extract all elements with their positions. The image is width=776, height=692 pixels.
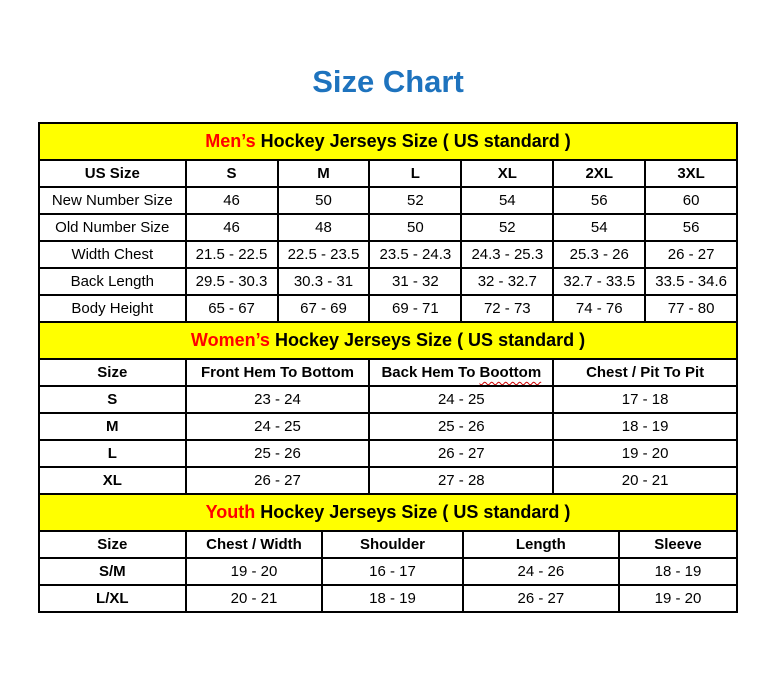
table-row: [39, 440, 737, 467]
size-cell: 23 - 24: [186, 386, 370, 413]
youth-header-row: [39, 531, 737, 558]
mens-col-header-l: L: [369, 160, 461, 187]
size-cell: 30.3 - 31: [278, 268, 370, 295]
table-row: [39, 386, 737, 413]
size-cell: 24 - 25: [369, 386, 553, 413]
mens-col-header-us-size: US Size: [39, 160, 186, 187]
womens-col-header-front-hem: Front Hem To Bottom: [186, 359, 370, 386]
table-row: [39, 558, 737, 585]
size-cell: 32.7 - 33.5: [553, 268, 645, 295]
size-cell: 52: [461, 214, 553, 241]
size-cell: 29.5 - 30.3: [186, 268, 278, 295]
size-cell: 60: [645, 187, 737, 214]
size-cell: 24 - 26: [463, 558, 619, 585]
size-cell: 16 - 17: [322, 558, 462, 585]
size-cell: 26 - 27: [369, 440, 553, 467]
size-cell: 20 - 21: [553, 467, 737, 494]
mens-banner-text: Hockey Jerseys Size ( US standard ): [255, 131, 571, 151]
size-cell: 69 - 71: [369, 295, 461, 322]
womens-section-banner: [39, 322, 737, 359]
table-row: [39, 467, 737, 494]
size-cell: 46: [186, 187, 278, 214]
table-row: [39, 214, 737, 241]
womens-header-row: [39, 359, 737, 386]
womens-col-header-size: Size: [39, 359, 186, 386]
womens-banner-text: Hockey Jerseys Size ( US standard ): [269, 330, 586, 350]
table-row: [39, 241, 737, 268]
youth-size-table: [38, 493, 738, 613]
youth-banner-row: [39, 494, 737, 531]
mens-banner-row: [39, 123, 737, 160]
row-label: S/M: [39, 558, 186, 585]
size-cell: 26 - 27: [645, 241, 737, 268]
mens-banner-highlight: Men’s: [205, 131, 256, 151]
table-row: [39, 295, 737, 322]
youth-col-header-shoulder: Shoulder: [322, 531, 462, 558]
youth-section-banner: [39, 494, 737, 531]
size-cell: 67 - 69: [278, 295, 370, 322]
size-cell: 50: [278, 187, 370, 214]
womens-banner-highlight: Women’s: [190, 330, 270, 350]
youth-col-header-sleeve: Sleeve: [619, 531, 737, 558]
size-cell: 77 - 80: [645, 295, 737, 322]
size-cell: 20 - 21: [186, 585, 323, 612]
size-cell: 50: [369, 214, 461, 241]
row-label: XL: [39, 467, 186, 494]
mens-section-banner: [39, 123, 737, 160]
size-cell: 33.5 - 34.6: [645, 268, 737, 295]
size-cell: 56: [645, 214, 737, 241]
back-hem-misspelled-word: Boottom: [479, 364, 542, 381]
womens-size-table: [38, 321, 738, 495]
size-cell: 25.3 - 26: [553, 241, 645, 268]
size-cell: 56: [553, 187, 645, 214]
womens-col-header-chest: Chest / Pit To Pit: [553, 359, 737, 386]
size-cell: 74 - 76: [553, 295, 645, 322]
size-cell: 24.3 - 25.3: [461, 241, 553, 268]
size-cell: 46: [186, 214, 278, 241]
back-hem-prefix: Back Hem To: [381, 364, 480, 381]
row-label: L/XL: [39, 585, 186, 612]
mens-size-table: [38, 122, 738, 323]
size-cell: 25 - 26: [369, 413, 553, 440]
mens-header-row: [39, 160, 737, 187]
mens-col-header-s: S: [186, 160, 278, 187]
youth-col-header-length: Length: [463, 531, 619, 558]
size-cell: 48: [278, 214, 370, 241]
size-cell: 19 - 20: [553, 440, 737, 467]
size-cell: 23.5 - 24.3: [369, 241, 461, 268]
size-cell: 21.5 - 22.5: [186, 241, 278, 268]
mens-col-header-2xl: 2XL: [553, 160, 645, 187]
youth-col-header-size: Size: [39, 531, 186, 558]
table-row: [39, 585, 737, 612]
row-label: Body Height: [39, 295, 186, 322]
row-label: Back Length: [39, 268, 186, 295]
youth-banner-highlight: Youth: [205, 502, 256, 522]
size-cell: 72 - 73: [461, 295, 553, 322]
size-cell: 17 - 18: [553, 386, 737, 413]
size-cell: 18 - 19: [553, 413, 737, 440]
womens-banner-row: [39, 322, 737, 359]
row-label: Width Chest: [39, 241, 186, 268]
size-cell: 24 - 25: [186, 413, 370, 440]
row-label: S: [39, 386, 186, 413]
table-row: [39, 268, 737, 295]
size-cell: 52: [369, 187, 461, 214]
size-cell: 65 - 67: [186, 295, 278, 322]
size-chart: [38, 122, 738, 613]
mens-col-header-m: M: [278, 160, 370, 187]
table-row: [39, 413, 737, 440]
mens-col-header-xl: XL: [461, 160, 553, 187]
womens-col-header-back-hem: [369, 359, 553, 386]
youth-banner-text: Hockey Jerseys Size ( US standard ): [255, 502, 571, 522]
size-cell: 26 - 27: [186, 467, 370, 494]
row-label: L: [39, 440, 186, 467]
size-cell: 54: [553, 214, 645, 241]
size-cell: 18 - 19: [619, 558, 737, 585]
size-cell: 26 - 27: [463, 585, 619, 612]
size-cell: 25 - 26: [186, 440, 370, 467]
size-cell: 22.5 - 23.5: [278, 241, 370, 268]
youth-col-header-chest-width: Chest / Width: [186, 531, 323, 558]
size-cell: 54: [461, 187, 553, 214]
mens-col-header-3xl: 3XL: [645, 160, 737, 187]
table-row: [39, 187, 737, 214]
size-cell: 19 - 20: [619, 585, 737, 612]
size-cell: 19 - 20: [186, 558, 323, 585]
size-cell: 27 - 28: [369, 467, 553, 494]
row-label: New Number Size: [39, 187, 186, 214]
size-cell: 31 - 32: [369, 268, 461, 295]
size-cell: 18 - 19: [322, 585, 462, 612]
row-label: M: [39, 413, 186, 440]
size-cell: 32 - 32.7: [461, 268, 553, 295]
row-label: Old Number Size: [39, 214, 186, 241]
page-title: Size Chart: [312, 64, 464, 99]
